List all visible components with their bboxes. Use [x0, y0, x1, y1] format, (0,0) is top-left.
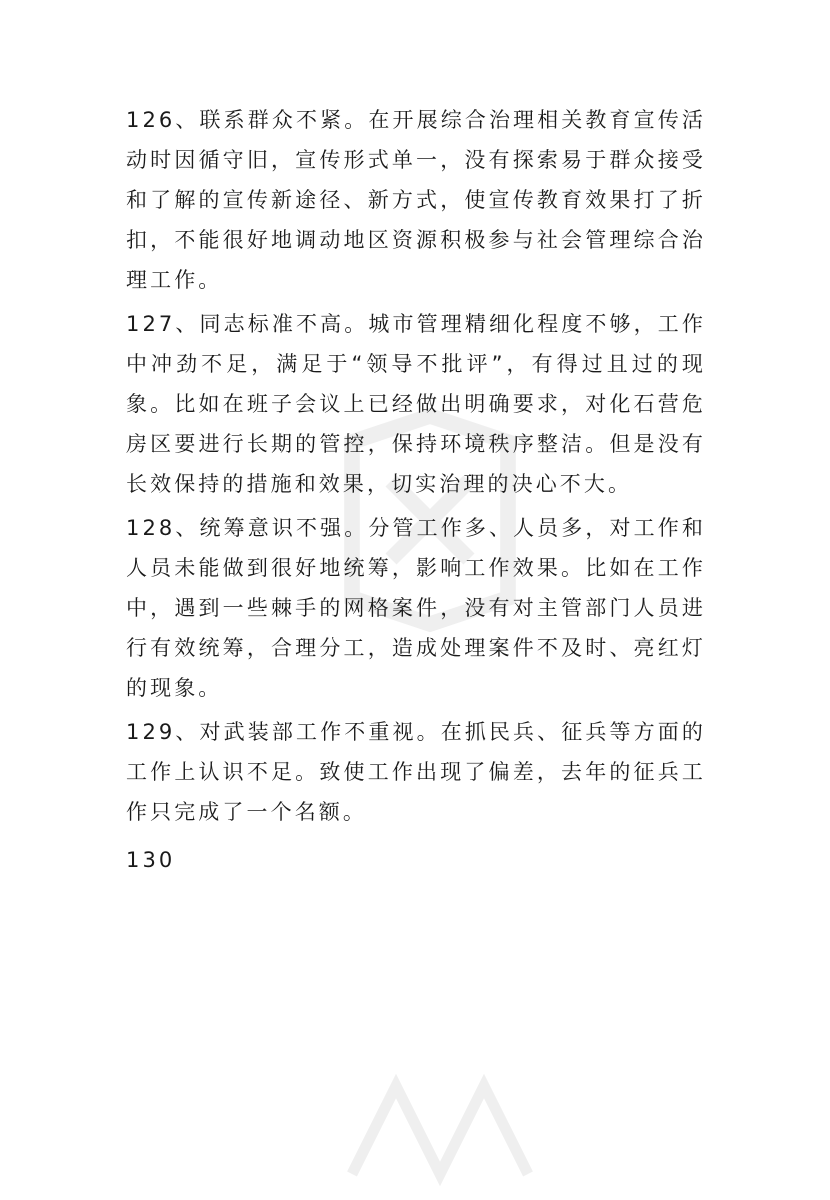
paragraph-127: 127、同志标准不高。城市管理精细化程度不够，工作中冲劲不足，满足于“领导不批评”，有得过且过的现象。比如在班子会议上已经做出明确要求，对化石营危房区要进行长期的管控，保持环境秩序整洁。但是没有长效保持的措施和效果，切实治理的决心不大。 [126, 312, 706, 496]
document-body [126, 100, 706, 880]
paragraph-126: 126、联系群众不紧。在开展综合治理相关教育宣传活动时因循守旧，宣传形式单一，没有探索易于群众接受和了解的宣传新途径、新方式，使宣传教育效果打了折扣，不能很好地调动地区资源积极参与社会管理综合治理工作。 [126, 108, 706, 292]
paragraph-130: 130 [126, 848, 176, 872]
watermark-logo-icon [330, 1060, 550, 1200]
paragraph-129: 129、对武装部工作不重视。在抓民兵、征兵等方面的工作上认识不足。致使工作出现了偏差，去年的征兵工作只完成了一个名额。 [126, 720, 706, 824]
paragraph-128: 128、统筹意识不强。分管工作多、人员多，对工作和人员未能做到很好地统筹，影响工作效果。比如在工作中，遇到一些棘手的网格案件，没有对主管部门人员进行有效统筹，合理分工，造成处理案件不及时、亮红灯的现象。 [126, 516, 706, 700]
